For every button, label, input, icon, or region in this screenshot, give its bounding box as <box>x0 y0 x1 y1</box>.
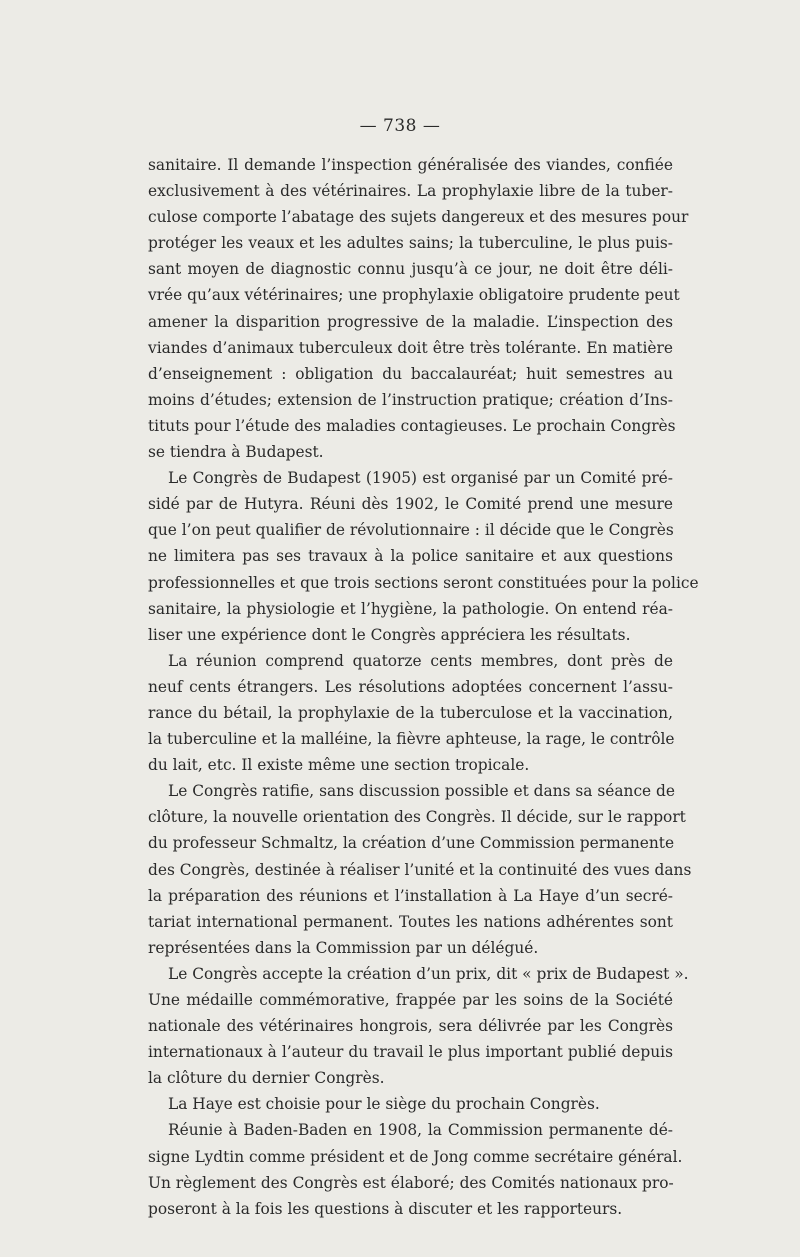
text-line: clôture, la nouvelle orientation des Congrès. Il décide, sur le rapport <box>148 808 686 827</box>
text-line: d’enseignement : obligation du baccalauréat; huit semestres au <box>148 364 673 383</box>
text-line: Le Congrès ratifie, sans discussion possible et dans sa séance de <box>168 782 676 801</box>
text-line: sant moyen de diagnostic connu jusqu’à ce jour, ne doit être déli- <box>148 260 673 279</box>
paragraph <box>148 648 673 778</box>
text-line: du lait, etc. Il existe même une section tropicale. <box>148 756 530 775</box>
text-line: Réunie à Baden-Baden en 1908, la Commission permanente dé- <box>168 1121 673 1140</box>
paragraph <box>148 961 689 1091</box>
text-line: du professeur Schmaltz, la création d’une Commission permanente <box>148 834 675 853</box>
page-number: — 738 — <box>359 116 441 136</box>
text-line: la tuberculine et la malléine, la fièvre aphteuse, la rage, le contrôle <box>148 730 675 749</box>
paragraph <box>148 1091 673 1117</box>
text-line: sanitaire. Il demande l’inspection généralisée des viandes, confiée <box>148 156 673 174</box>
text-line: amener la disparition progressive de la maladie. L’inspection des <box>148 312 673 331</box>
text-line: Le Congrès de Budapest (1905) est organisé par un Comité pré- <box>168 469 673 488</box>
text-line: que l’on peut qualifier de révolutionnaire : il décide que le Congrès <box>148 521 674 540</box>
text-line: sidé par de Hutyra. Réuni dès 1902, le Comité prend une mesure <box>148 495 673 514</box>
paragraph <box>148 1117 683 1221</box>
text-line: ne limitera pas ses travaux à la police sanitaire et aux questions <box>148 547 673 566</box>
text-line: moins d’études; extension de l’instruction pratique; création d’Ins- <box>148 390 673 409</box>
text-line: Le Congrès accepte la création d’un prix, dit « prix de Budapest ». <box>168 964 689 983</box>
text-line: rance du bétail, la prophylaxie de la tuberculose et la vaccination, <box>148 703 673 722</box>
text-line: tariat international permanent. Toutes les nations adhérentes sont <box>148 912 673 931</box>
text-line: La réunion comprend quatorze cents membres, dont près de <box>168 651 673 670</box>
text-line: viandes d’animaux tuberculeux doit être très tolérante. En matière <box>148 338 673 357</box>
text-line: tituts pour l’étude des maladies contagieuses. Le prochain Congrès <box>148 416 676 435</box>
text-line: La Haye est choisie pour le siège du prochain Congrès. <box>168 1095 600 1114</box>
paragraph <box>148 465 699 648</box>
text-line: la préparation des réunions et l’installation à La Haye d’un secré- <box>148 886 673 905</box>
text-line: signe Lydtin comme président et de Jong comme secrétaire général. <box>148 1147 683 1166</box>
text-line: poseront à la fois les questions à discuter et les rapporteurs. <box>148 1199 623 1218</box>
text-line: culose comporte l’abatage des sujets dangereux et des mesures pour <box>148 208 689 227</box>
body-text <box>148 152 699 1222</box>
text-line: des Congrès, destinée à réaliser l’unité et la continuité des vues dans <box>148 860 692 879</box>
text-line: protéger les veaux et les adultes sains; la tuberculine, le plus puis- <box>148 234 673 253</box>
text-line: nationale des vétérinaires hongrois, sera délivrée par les Congrès <box>148 1017 673 1036</box>
text-line: liser une expérience dont le Congrès appréciera les résultats. <box>148 625 631 644</box>
text-line: Un règlement des Congrès est élaboré; des Comités nationaux pro- <box>148 1173 674 1192</box>
text-line: exclusivement à des vétérinaires. La prophylaxie libre de la tuber- <box>148 182 673 201</box>
text-line: Une médaille commémorative, frappée par les soins de la Société <box>148 991 673 1009</box>
text-line: la clôture du dernier Congrès. <box>148 1069 385 1088</box>
text-line: représentées dans la Commission par un délégué. <box>148 938 539 957</box>
paragraph <box>148 778 692 961</box>
text-line: neuf cents étrangers. Les résolutions adoptées concernent l’assu- <box>148 677 673 696</box>
paragraph <box>148 152 689 465</box>
text-line: professionnelles et que trois sections seront constituées pour la police <box>148 573 699 592</box>
text-line: se tiendra à Budapest. <box>148 443 324 462</box>
text-line: internationaux à l’auteur du travail le plus important publié depuis <box>148 1043 673 1062</box>
text-line: sanitaire, la physiologie et l’hygiène, la pathologie. On entend réa- <box>148 599 673 618</box>
text-line: vrée qu’aux vétérinaires; une prophylaxie obligatoire prudente peut <box>148 286 680 305</box>
